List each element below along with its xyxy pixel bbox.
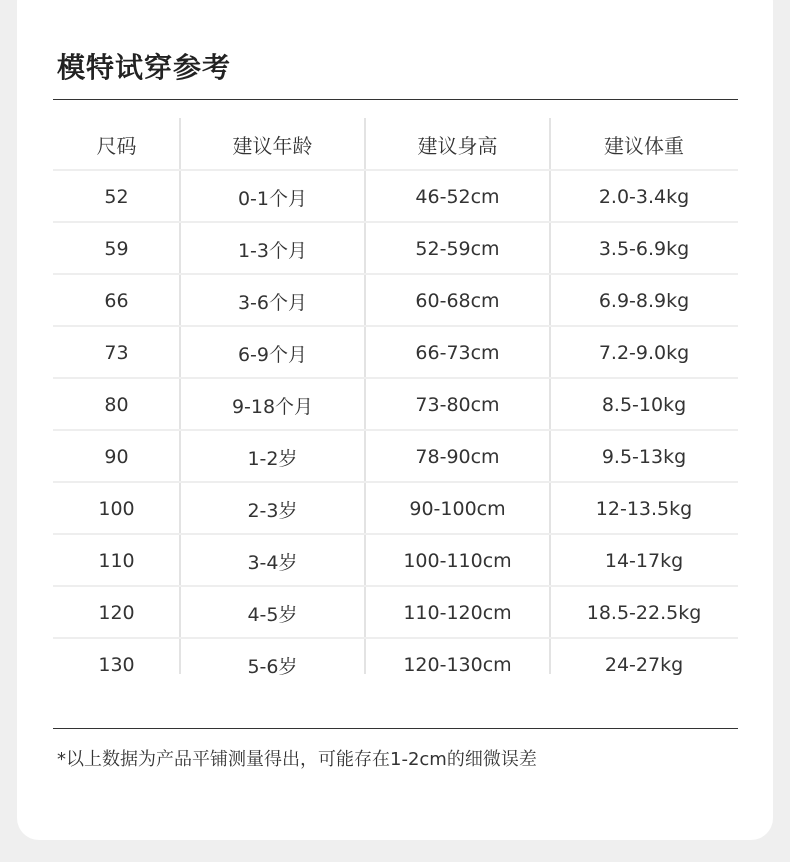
weight-cell: 9.5-13kg xyxy=(601,446,687,468)
header-age: 建议年龄 xyxy=(232,133,313,158)
table-row xyxy=(53,379,738,431)
weight-cell: 14-17kg xyxy=(604,550,684,572)
size-cell: 59 xyxy=(104,238,129,260)
table-row xyxy=(53,483,738,535)
age-cell: 3-6个月 xyxy=(237,291,308,314)
size-cell: 90 xyxy=(104,446,129,468)
age-cell: 1-2岁 xyxy=(247,447,298,470)
height-cell: 52-59cm xyxy=(415,238,500,260)
age-cell: 1-3个月 xyxy=(237,239,308,262)
weight-cell: 12-13.5kg xyxy=(595,498,693,520)
page-title: 模特试穿参考 xyxy=(57,51,232,84)
header-size: 尺码 xyxy=(96,133,137,158)
title-divider xyxy=(53,99,738,100)
table-row xyxy=(53,587,738,639)
age-cell: 2-3岁 xyxy=(247,499,298,522)
header-height: 建议身高 xyxy=(417,133,498,158)
size-cell: 100 xyxy=(98,498,135,520)
table-row xyxy=(53,639,738,691)
size-cell: 120 xyxy=(98,602,135,624)
height-cell: 110-120cm xyxy=(403,602,512,624)
size-cell: 110 xyxy=(98,550,135,572)
height-cell: 78-90cm xyxy=(415,446,500,468)
size-cell: 52 xyxy=(104,186,129,208)
height-cell: 60-68cm xyxy=(415,290,500,312)
weight-cell: 3.5-6.9kg xyxy=(598,238,690,260)
weight-cell: 7.2-9.0kg xyxy=(598,342,690,364)
size-cell: 80 xyxy=(104,394,129,416)
table-row xyxy=(53,275,738,327)
height-cell: 90-100cm xyxy=(409,498,506,520)
table-row xyxy=(53,535,738,587)
age-cell: 9-18个月 xyxy=(231,395,314,418)
footer-divider xyxy=(53,728,738,729)
table-row xyxy=(53,327,738,379)
weight-cell: 24-27kg xyxy=(604,654,684,676)
age-cell: 0-1个月 xyxy=(237,187,308,210)
age-cell: 6-9个月 xyxy=(237,343,308,366)
height-cell: 66-73cm xyxy=(415,342,500,364)
size-table xyxy=(53,118,738,678)
age-cell: 4-5岁 xyxy=(247,603,298,626)
weight-cell: 6.9-8.9kg xyxy=(598,290,690,312)
table-row xyxy=(53,171,738,223)
weight-cell: 18.5-22.5kg xyxy=(586,602,702,624)
header-weight: 建议体重 xyxy=(604,133,684,158)
measurement-note: *以上数据为产品平铺测量得出，可能存在1-2cm的细微误差 xyxy=(57,749,537,770)
table-header-row xyxy=(53,118,738,170)
height-cell: 46-52cm xyxy=(415,186,500,208)
size-cell: 130 xyxy=(98,654,135,676)
age-cell: 5-6岁 xyxy=(247,655,298,678)
weight-cell: 8.5-10kg xyxy=(601,394,687,416)
height-cell: 120-130cm xyxy=(403,654,512,676)
height-cell: 100-110cm xyxy=(403,550,512,572)
size-cell: 66 xyxy=(104,290,129,312)
table-row xyxy=(53,223,738,275)
age-cell: 3-4岁 xyxy=(247,551,298,574)
table-row xyxy=(53,431,738,483)
height-cell: 73-80cm xyxy=(415,394,500,416)
weight-cell: 2.0-3.4kg xyxy=(598,186,690,208)
size-cell: 73 xyxy=(104,342,129,364)
